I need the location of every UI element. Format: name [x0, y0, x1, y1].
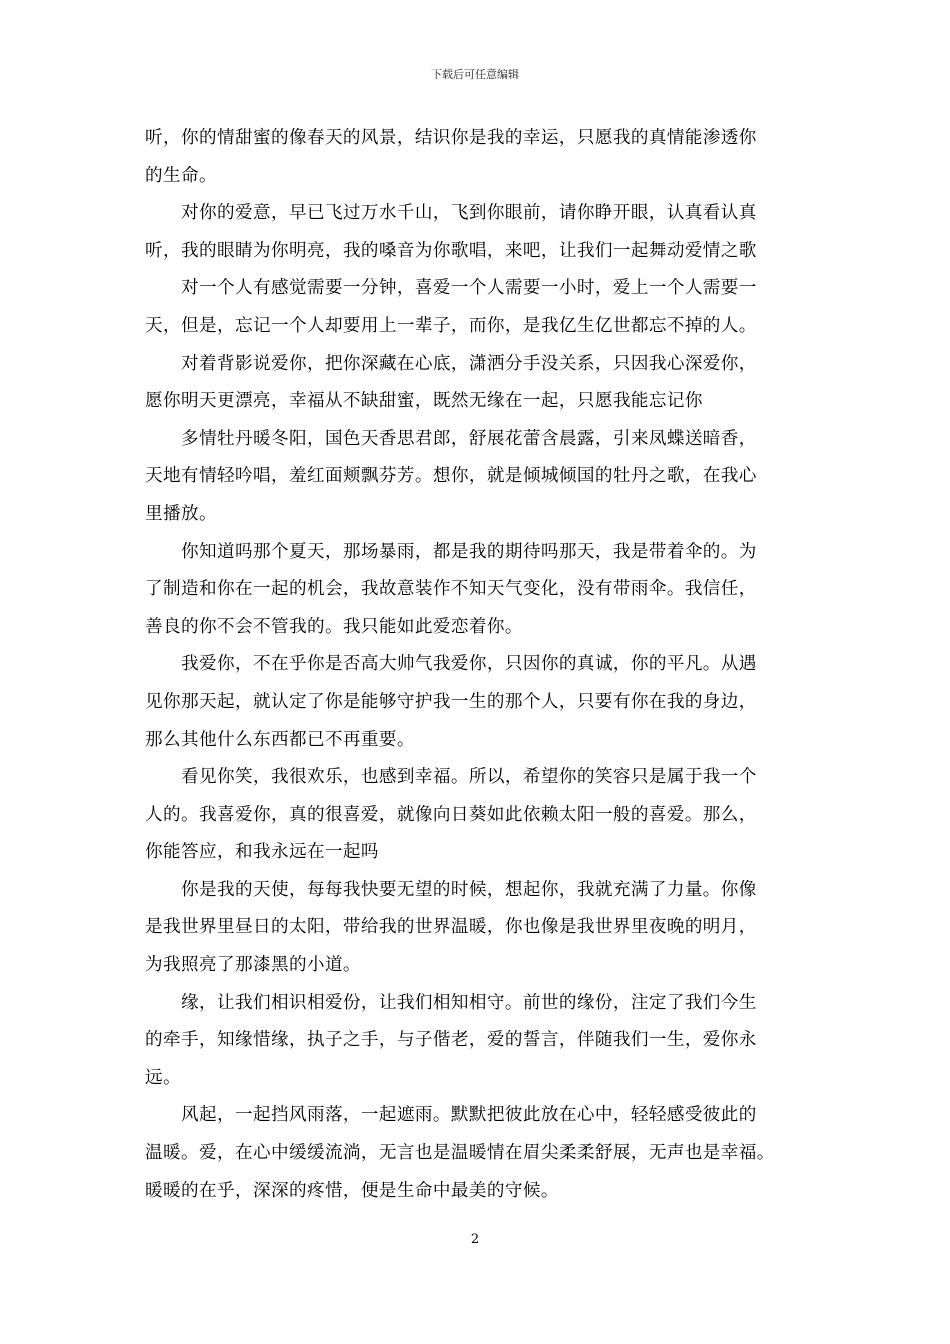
text-line: 见你那天起，就认定了你是能够守护我一生的那个人，只要有你在我的身边，: [145, 691, 757, 712]
text-line: 多情牡丹暖冬阳，国色天香思君郎，舒展花蕾含晨露，引来凤蝶送暗香，: [145, 428, 757, 449]
paragraph: [145, 759, 817, 872]
paragraph: [145, 195, 817, 270]
text-line: 听，你的情甜蜜的像春天的风景，结识你是我的幸运，只愿我的真情能渗透你: [145, 128, 757, 148]
text-line: 善良的你不会不管我的。我只能如此爱恋着你。: [145, 616, 523, 637]
text-line: 的生命。: [145, 165, 217, 186]
paragraph: [145, 646, 817, 759]
text-line: 你能答应，和我永远在一起吗: [145, 842, 379, 863]
text-line: 是我世界里昼日的太阳，带给我的世界温暖，你也像是我世界里夜晚的明月，: [145, 917, 757, 938]
paragraph: [145, 872, 817, 985]
text-line: 我爱你，不在乎你是否高大帅气我爱你，只因你的真诚，你的平凡。从遇: [145, 654, 757, 675]
paragraph: [145, 270, 817, 345]
text-line: 了制造和你在一起的机会，我故意装作不知天气变化，没有带雨伞。我信任，: [145, 579, 757, 600]
text-line: 暖暖的在乎，深深的疼惜，便是生命中最美的守候。: [145, 1180, 559, 1201]
text-line: 天地有情轻吟唱，羞红面颊飘芬芳。想你，就是倾城倾国的牡丹之歌，在我心: [145, 466, 757, 487]
text-line: 为我照亮了那漆黑的小道。: [145, 955, 361, 976]
text-line: 温暖。爱，在心中缓缓流淌，无言也是温暖情在眉尖柔柔舒展，无声也是幸福。: [145, 1143, 775, 1164]
text-line: 天，但是，忘记一个人却要用上一辈子，而你，是我亿生亿世都忘不掉的人。: [145, 315, 757, 336]
text-line: 缘，让我们相识相爱份，让我们相知相守。前世的缘份，注定了我们今生: [145, 992, 757, 1013]
text-line: 对一个人有感觉需要一分钟，喜爱一个人需要一小时，爱上一个人需要一: [145, 278, 757, 299]
text-line: 你是我的天使，每每我快要无望的时候，想起你，我就充满了力量。你像: [145, 879, 757, 900]
text-line: 里播放。: [145, 503, 217, 524]
text-line: 听，我的眼睛为你明亮，我的嗓音为你歌唱，来吧，让我们一起舞动爱情之歌: [145, 240, 757, 261]
paragraph: [145, 346, 817, 421]
text-line: 你知道吗那个夏天，那场暴雨，都是我的期待吗那天，我是带着伞的。为: [145, 541, 757, 562]
text-line: 风起，一起挡风雨落，一起遮雨。默默把彼此放在心中，轻轻感受彼此的: [145, 1105, 757, 1126]
paragraph: [145, 421, 817, 534]
text-line: 愿你明天更漂亮，幸福从不缺甜蜜，既然无缘在一起，只愿我能忘记你: [145, 391, 703, 412]
page-number: 2: [470, 1232, 480, 1247]
text-line: 那么其他什么东西都已不再重要。: [145, 729, 415, 750]
text-line: 看见你笑，我很欢乐，也感到幸福。所以，希望你的笑容只是属于我一个: [145, 767, 757, 788]
document-body: [145, 120, 817, 1210]
text-line: 远。: [145, 1067, 181, 1088]
paragraph: [145, 1097, 817, 1210]
text-line: 人的。我喜爱你，真的很喜爱，就像向日葵如此依赖太阳一般的喜爱。那么，: [145, 804, 757, 825]
text-line: 对着背影说爱你，把你深藏在心底，潇洒分手没关系，只因我心深爱你，: [145, 353, 757, 374]
text-line: 对你的爱意，早已飞过万水千山，飞到你眼前，请你睁开眼，认真看认真: [145, 203, 757, 224]
text-line: 的牵手，知缘惜缘，执子之手，与子偕老，爱的誓言，伴随我们一生，爱你永: [145, 1030, 757, 1051]
paragraph: [145, 985, 817, 1098]
page-header: 下载后可任意编辑: [431, 68, 519, 81]
paragraph: [145, 534, 817, 647]
paragraph: [145, 120, 817, 195]
